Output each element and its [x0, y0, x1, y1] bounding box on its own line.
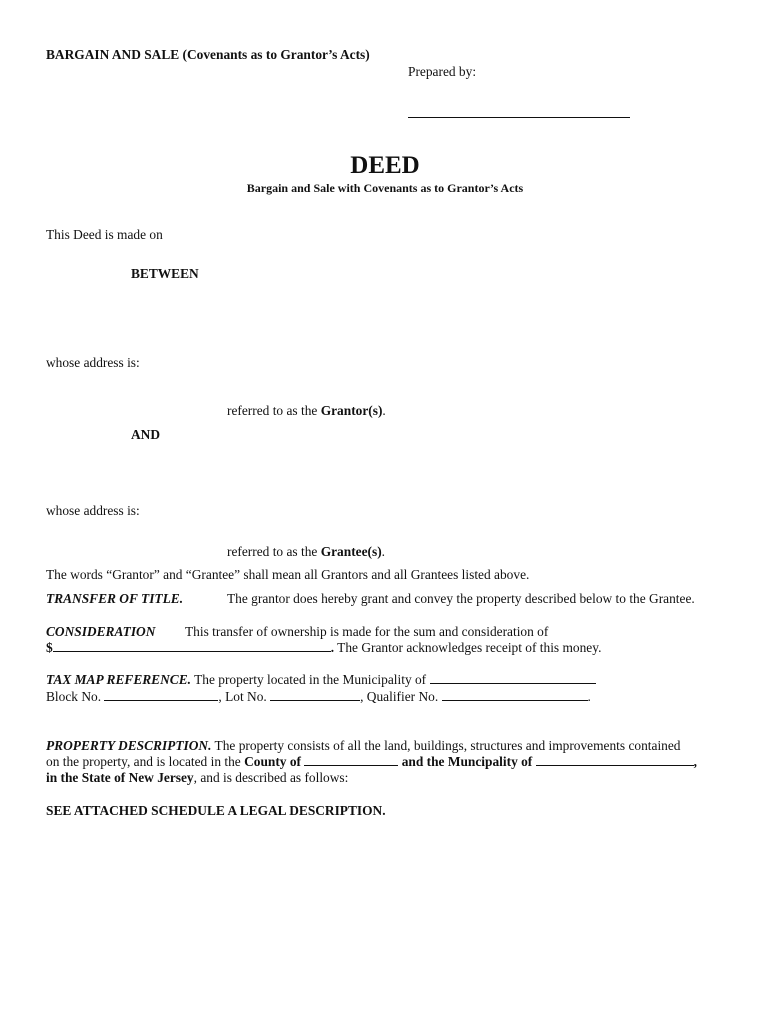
- deed-title: DEED: [350, 152, 420, 179]
- grantor-ref-prefix: referred to as the: [227, 403, 321, 418]
- qualifier-number-field[interactable]: [442, 689, 588, 701]
- prepared-by-signature-line[interactable]: [408, 117, 630, 118]
- block-number-field[interactable]: [104, 689, 218, 701]
- dollar-sign: $: [46, 640, 53, 655]
- tax-map-line-1: [46, 672, 596, 688]
- property-description-heading: PROPERTY DESCRIPTION.: [46, 738, 212, 753]
- lot-label: , Lot No.: [218, 689, 271, 704]
- qualifier-label: , Qualifier No.: [360, 689, 442, 704]
- grantor-ref-period: .: [382, 403, 386, 418]
- deed-subtitle: Bargain and Sale with Covenants as to Grantor’s Acts: [246, 181, 524, 195]
- consideration-amount-field[interactable]: [53, 640, 331, 652]
- form-header-title: BARGAIN AND SALE (Covenants as to Grantor’s Acts): [46, 47, 370, 62]
- grantor-term: Grantor(s): [320, 403, 383, 418]
- schedule-a-reference: SEE ATTACHED SCHEDULE A LEGAL DESCRIPTION.: [46, 803, 386, 818]
- state-label: in the State of New Jersey: [46, 770, 194, 785]
- grantor-address-label: whose address is:: [46, 355, 140, 370]
- consideration-text: This transfer of ownership is made for the sum and consideration of: [185, 624, 549, 639]
- between-label: BETWEEN: [131, 266, 199, 281]
- prepared-by-label: Prepared by:: [408, 64, 477, 79]
- tax-map-municipality-field[interactable]: [430, 672, 596, 684]
- property-location-text: on the property, and is located in the: [46, 754, 245, 769]
- grantee-term: Grantee(s): [320, 544, 382, 559]
- county-label: County of: [244, 754, 305, 769]
- grantee-ref-prefix: referred to as the: [227, 544, 321, 559]
- consideration-receipt-text: The Grantor acknowledges receipt of this money.: [334, 640, 602, 655]
- property-description-suffix: , and is described as follows:: [193, 770, 349, 785]
- property-description-line-2: [46, 754, 697, 770]
- made-on-label: This Deed is made on: [46, 227, 163, 242]
- consideration-period: .: [330, 640, 335, 655]
- lot-number-field[interactable]: [270, 689, 360, 701]
- property-description-line-1: [46, 738, 681, 754]
- tax-map-heading: TAX MAP REFERENCE.: [46, 672, 191, 687]
- grantee-address-label: whose address is:: [46, 503, 140, 518]
- tax-map-municipality-text: The property located in the Municipality of: [191, 672, 430, 687]
- tax-map-end-period: .: [587, 689, 591, 704]
- property-comma: ,: [693, 754, 697, 769]
- grantor-reference: [227, 403, 386, 419]
- grantee-ref-period: .: [381, 544, 386, 559]
- tax-map-line-2: [46, 689, 591, 705]
- property-description-line-3: [46, 770, 348, 786]
- grantor-grantee-definition: The words “Grantor” and “Grantee” shall mean all Grantors and all Grantees listed above.: [46, 567, 530, 582]
- county-field[interactable]: [304, 754, 398, 766]
- and-label: AND: [131, 427, 161, 442]
- municipality-field[interactable]: [536, 754, 694, 766]
- consideration-heading: CONSIDERATION: [46, 624, 156, 639]
- transfer-of-title-heading: TRANSFER OF TITLE.: [46, 591, 184, 606]
- consideration-amount-line: [46, 640, 601, 656]
- transfer-of-title-text: The grantor does hereby grant and convey the property described below to the Grantee.: [227, 591, 695, 606]
- municipality-label: and the Muncipality of: [398, 754, 536, 769]
- block-label: Block No.: [46, 689, 105, 704]
- grantee-reference: [227, 544, 385, 560]
- property-description-text-1: The property consists of all the land, buildings, structures and improvements contained: [211, 738, 681, 753]
